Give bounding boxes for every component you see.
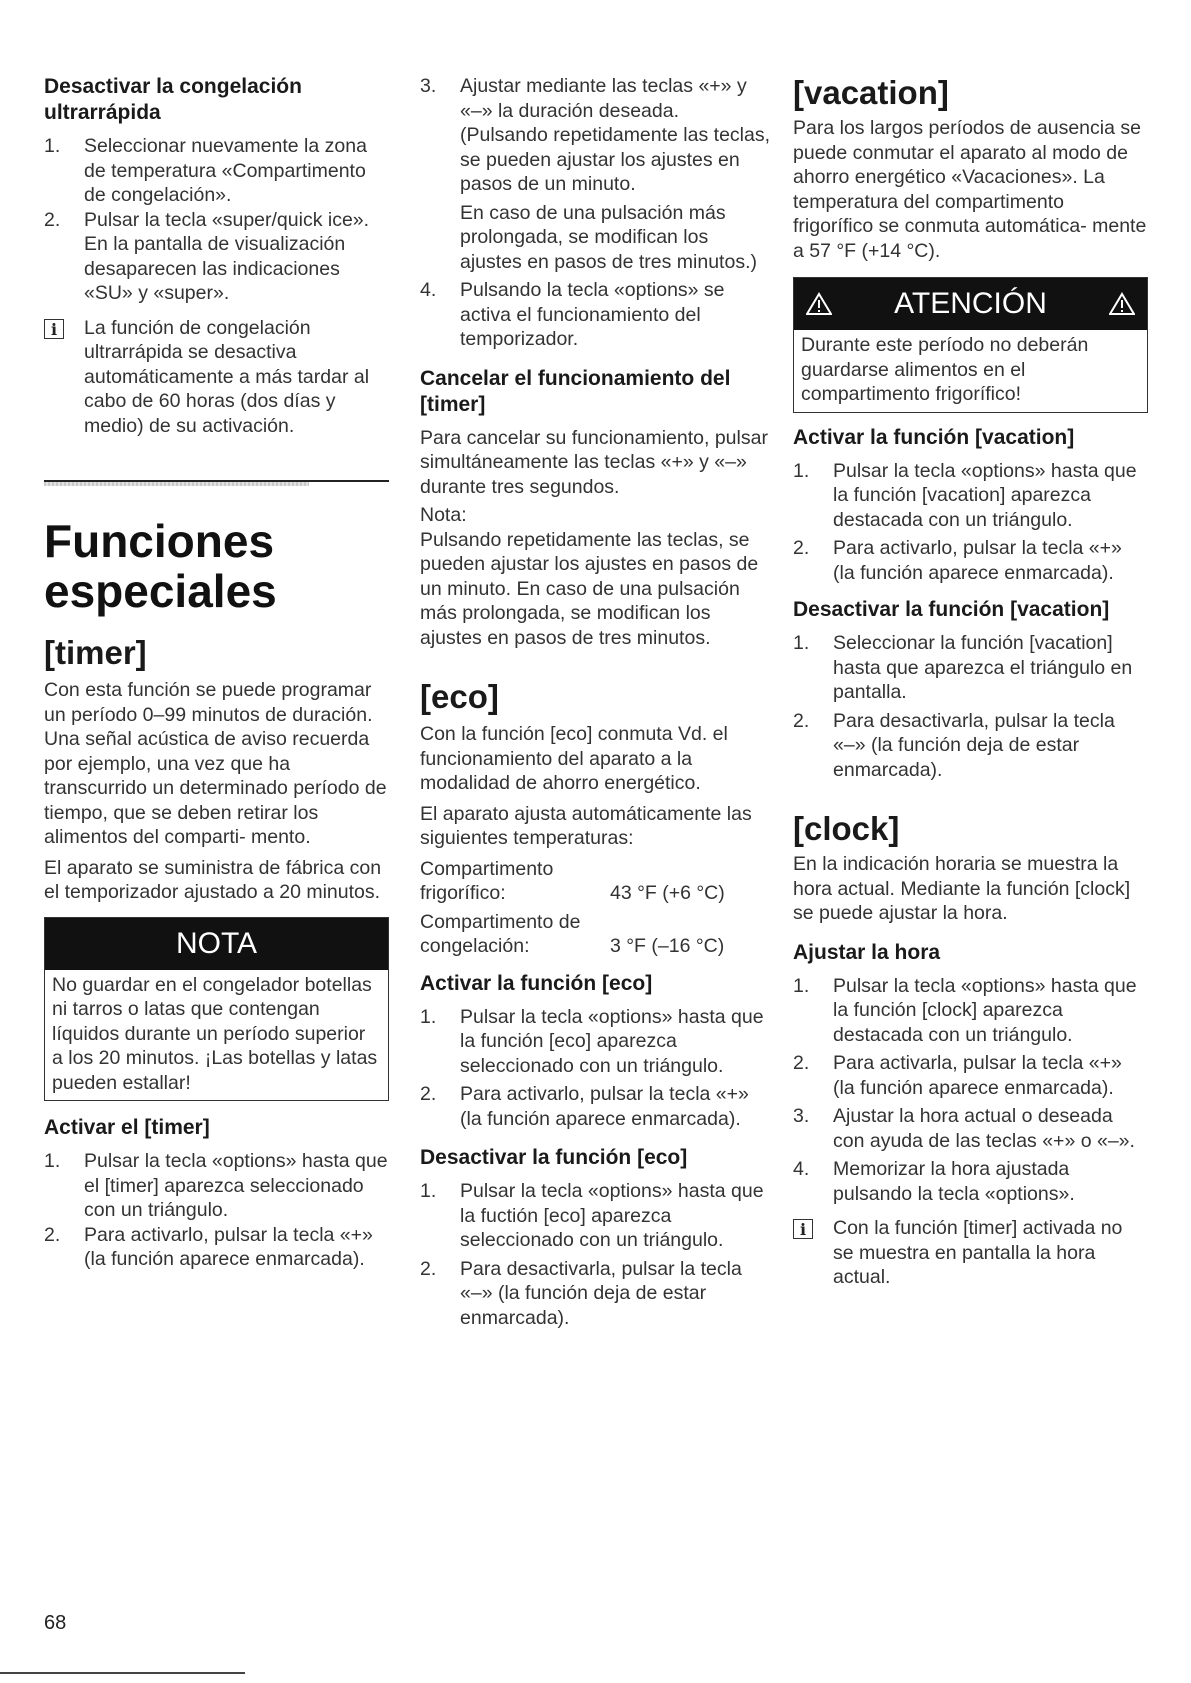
cancel-timer-heading: Cancelar el funcionamiento del [timer] — [420, 366, 731, 416]
deactivate-superfreeze-steps — [44, 134, 389, 306]
list-item: 2. Para desactivarla, pulsar la tecla «–» (la función deja de estar enmarcada). — [793, 709, 1115, 781]
timer-heading: [timer] — [44, 634, 147, 671]
table-row: Compartimento de congelación: 3 °F (–16 °C) — [420, 910, 725, 957]
list-item: 2. Para activarlo, pulsar la tecla «+» (la función aparece enmarcada). — [44, 1223, 373, 1270]
list-item: 1. Seleccionar nuevamente la zona de temperatura «Compartimento de congelación». — [44, 135, 367, 206]
info-note — [793, 1216, 1148, 1290]
clock-paragraph: En la indicación horaria se muestra la hora actual. Mediante la función [clock] se puede ajustar la hora. — [793, 853, 1131, 924]
activate-vacation-heading: Activar la función [vacation] — [793, 425, 1075, 449]
list-item: 2. Para activarlo, pulsar la tecla «+» (la función aparece enmarcada). — [420, 1083, 749, 1130]
column-left — [44, 74, 389, 1272]
timer-default-paragraph: El aparato se suministra de fábrica con el temporizador ajustado a 20 minutos. — [44, 856, 382, 903]
list-item: 2. Para activarla, pulsar la tecla «+» (la función aparece enmarcada). — [793, 1052, 1122, 1099]
deactivate-eco-heading: Desactivar la función [eco] — [420, 1146, 688, 1169]
footer-rule — [0, 1672, 245, 1674]
deactivate-vacation-heading: Desactivar la función [vacation] — [793, 598, 1110, 621]
list-item: 1. Pulsar la tecla «options» hasta que la función [vacation] aparezca destacada con un triángulo. — [793, 459, 1137, 531]
atencion-text: Durante este período no deberán guardarse alimentos en el compartimento frigorífico! — [801, 334, 1089, 405]
warning-icon — [1109, 292, 1135, 316]
warning-icon — [806, 292, 832, 316]
info-icon: i — [793, 1219, 813, 1239]
list-item: 4. Memorizar la hora ajustada pulsando la tecla «options». — [793, 1158, 1075, 1205]
deactivate-vacation-steps — [793, 631, 1148, 782]
list-item: 2. Pulsar la tecla «super/quick ice». En la pantalla de visualización desaparecen las indicaciones «SU» y «super». — [44, 208, 370, 304]
eco-temperature-table — [420, 857, 770, 959]
list-item: 3. Ajustar mediante las teclas «+» y «–» la duración deseada. (Pulsando repetidamente las teclas, se pueden ajustar los ajustes en pasos de un minuto. En caso de una pulsación más prolongada, se modifican los ajustes en pasos de tres minutos.) — [420, 75, 771, 273]
section-divider — [44, 480, 389, 486]
set-time-heading: Ajustar la hora — [793, 940, 941, 964]
list-item: 1. Seleccionar la función [vacation] hasta que aparezca el triángulo en pantalla. — [793, 632, 1133, 703]
activate-timer-heading: Activar el [timer] — [44, 1116, 210, 1139]
info-note — [44, 316, 389, 439]
nota-title: NOTA — [45, 918, 388, 970]
activate-eco-heading: Activar la función [eco] — [420, 971, 653, 995]
page-number: 68 — [44, 1612, 67, 1634]
deactivate-superfreeze-heading: Desactivar la congelación ultrarrápida — [44, 75, 302, 124]
info-icon: i — [44, 319, 64, 339]
list-item: 1. Pulsar la tecla «options» hasta que la fuctión [eco] aparezca seleccionado con un triángulo. — [420, 1180, 764, 1251]
atencion-title: ATENCIÓN — [894, 287, 1047, 320]
eco-paragraph: Con la función [eco] conmuta Vd. el funcionamiento del aparato a la modalidad de ahorro energético. — [420, 723, 728, 794]
info-note-text: La función de congelación ultrarrápida se desactiva automáticamente a más tardar al cabo de 60 horas (dos días y medio) de su activación. — [84, 316, 370, 437]
section-title: Funciones especiales — [44, 515, 277, 617]
list-item: 1. Pulsar la tecla «options» hasta que la función [clock] aparezca destacada con un triángulo. — [793, 974, 1137, 1046]
timer-paragraph: Con esta función se puede programar un período 0–99 minutos de duración. Una señal acústica de aviso recuerda por ejemplo, una vez que ha transcurrido un determinado período de tiempo, que se deben retirar los alimentos del comparti- mento. — [44, 679, 387, 848]
nota-label: Nota: — [420, 504, 467, 526]
column-right — [793, 74, 1148, 1290]
list-item: 2. Para activarlo, pulsar la tecla «+» (la función aparece enmarcada). — [793, 537, 1122, 584]
list-item: 1. Pulsar la tecla «options» hasta que el [timer] aparezca seleccionado con un triángulo. — [44, 1150, 388, 1221]
list-item: 2. Para desactivarla, pulsar la tecla «–» (la función deja de estar enmarcada). — [420, 1257, 742, 1329]
list-item: 4. Pulsando la tecla «options» se activa el funcionamiento del temporizador. — [420, 279, 725, 350]
timer-steps-continued — [420, 74, 770, 352]
eco-temps-intro: El aparato ajusta automáticamente las siguientes temperaturas: — [420, 802, 752, 849]
nota-box — [44, 917, 389, 1102]
atencion-box — [793, 277, 1148, 413]
clock-heading: [clock] — [793, 810, 900, 847]
deactivate-eco-steps — [420, 1179, 770, 1330]
activate-eco-steps — [420, 1005, 770, 1132]
table-row: Compartimento frigorífico: 43 °F (+6 °C) — [420, 857, 725, 904]
nota-paragraph: Pulsando repetidamente las teclas, se pueden ajustar los ajustes en pasos de un minuto. En caso de una pulsación más prolongada, se modifican los ajustes en pasos de tres minutos. — [420, 528, 759, 649]
vacation-paragraph: Para los largos períodos de ausencia se puede conmutar el aparato al modo de ahorro energético «Vacaciones». La temperatura del compartimento frigorífico se conmuta automática- mente a 57 °F (+14 °C). — [793, 117, 1147, 262]
nota-text: No guardar en el congelador botellas ni tarros o latas que contengan líquidos durante un período superior a los 20 minutos. ¡Las botellas y latas pueden estallar! — [52, 973, 378, 1094]
column-middle — [420, 74, 770, 1330]
list-item: 1. Pulsar la tecla «options» hasta que la función [eco] aparezca seleccionado con un triángulo. — [420, 1005, 764, 1077]
cancel-timer-paragraph: Para cancelar su funcionamiento, pulsar simultáneamente las teclas «+» y «–» durante tres segundos. — [420, 426, 768, 498]
eco-heading: [eco] — [420, 678, 499, 715]
activate-timer-steps — [44, 1149, 389, 1272]
vacation-heading: [vacation] — [793, 74, 949, 111]
info-note-text: Con la función [timer] activada no se muestra en pantalla la hora actual. — [833, 1217, 1123, 1288]
activate-vacation-steps — [793, 459, 1148, 586]
list-item: 3. Ajustar la hora actual o deseada con ayuda de las teclas «+» o «–». — [793, 1105, 1135, 1152]
set-time-steps — [793, 974, 1148, 1207]
